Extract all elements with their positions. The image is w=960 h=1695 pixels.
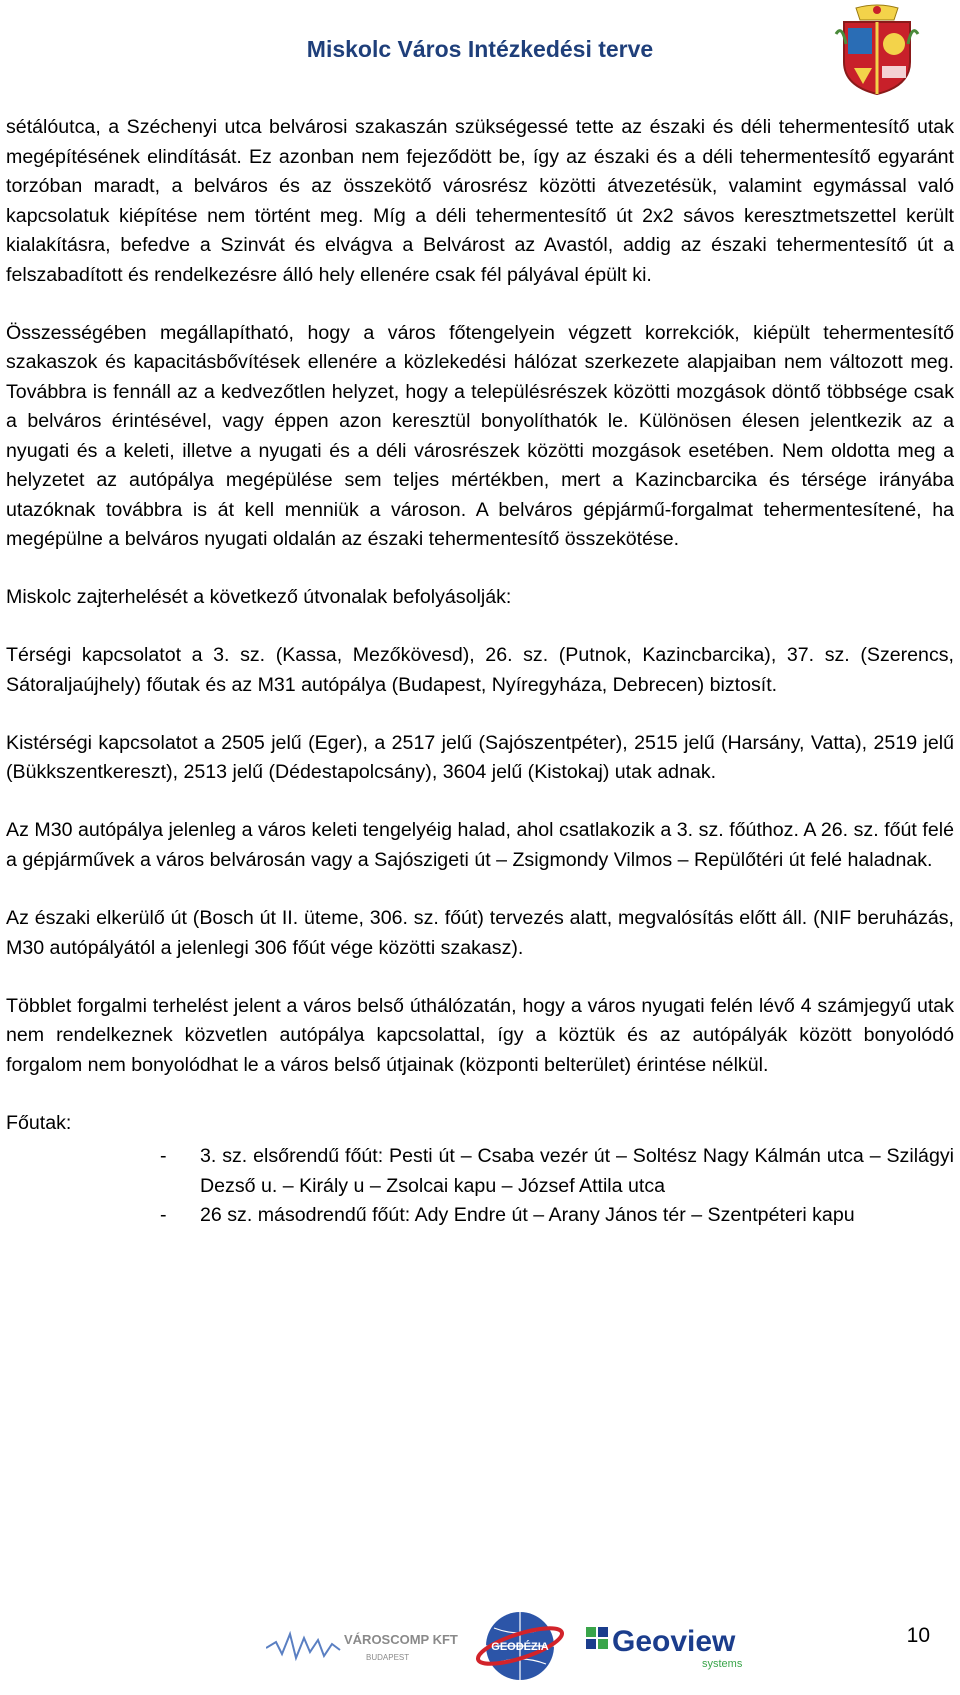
list-item xyxy=(6,1142,954,1201)
list-bullet: - xyxy=(160,1204,167,1227)
logo-globe-text: GEODÉZIA xyxy=(491,1641,549,1653)
geodezia-globe-logo xyxy=(472,1606,568,1686)
paragraph: Összességében megállapítható, hogy a város főtengelyein végzett korrekciók, kiépült tehermentesítő szakaszok és kapacitásbővítések ellenére a közlekedési hálózat szerkezete alapjaiban nem változott meg. Továbbra is fennáll az a kedvezőtlen helyzet, hogy a településrészek közötti mozgások döntő többsége csak a belváros érintésével, vagy éppen azon keresztül bonyolíthatók le. Különösen élesen jelentkezik az a nyugati és a keleti, illetve a nyugati és a déli városrészek közötti mozgások esetében. Nem oldotta meg a helyzetet az autópálya megépülése sem teljes mértékben, mert a Kazincbarcika és térsége irányába utazóknak továbbra is át kell menniük a városon. A belváros gépjármű-forgalmat tehermentesítené, ha megépülne a belváros nyugati oldalán az északi tehermentesítő összekötése. xyxy=(6,321,954,551)
coat-of-arms-icon xyxy=(834,4,920,96)
page-number: 10 xyxy=(906,1624,930,1647)
paragraph: Többlet forgalmi terhelést jelent a város belső úthálózatán, hogy a város nyugati felén lévő 4 számjegyű utak nem rendelkeznek közvetlen autópálya kapcsolattal, így a köztük és az autópályák között bonyolódó forgalom nem bonyolódhat le a város belső útjainak (központi belterület) érintése nélkül. xyxy=(6,994,954,1076)
paragraph: Miskolc zajterhelését a következő útvonalak befolyásolják: xyxy=(6,586,512,609)
list-item-text: 26 sz. másodrendű főút: Ady Endre út – Arany János tér – Szentpéteri kapu xyxy=(200,1204,855,1227)
geoview-logo xyxy=(584,1615,754,1675)
list-item xyxy=(6,1201,954,1231)
document-body xyxy=(6,113,954,1231)
logo-geoview-text: Geoview xyxy=(612,1625,736,1658)
list-item-text: 3. sz. elsőrendű főút: Pesti út – Csaba vezér út – Soltész Nagy Kálmán utca – Szilágyi Dezső u. – Király u – Zsolcai kapu – József Attila utca xyxy=(200,1145,954,1197)
paragraph: Kistérségi kapcsolatot a 2505 jelű (Eger), a 2517 jelű (Sajószentpéter), 2515 jelű (Harsány, Vatta), 2519 jelű (Bükkszentkereszt), 2513 jelű (Dédestapolcsány), 3604 jelű (Kistokaj) utak adnak. xyxy=(6,731,954,784)
paragraph: Térségi kapcsolatot a 3. sz. (Kassa, Mezőkövesd), 26. sz. (Putnok, Kazincbarcika), 37. sz. (Szerencs, Sátoraljaújhely) főutak és az M31 autópálya (Budapest, Nyíregyháza, Debrecen) biztosít. xyxy=(6,644,954,696)
list-bullet: - xyxy=(160,1145,167,1168)
logo-city-sub: BUDAPEST xyxy=(366,1653,410,1662)
paragraph: sétálóutca, a Széchenyi utca belvárosi szakaszán szükségessé tette az északi és déli tehermentesítő utak megépítésének elindítását. Ez azonban nem fejeződött be, így az északi és a déli tehermentesítő egyaránt torzóban maradt, a belváros és az összekötő városrész közötti átvezetésük, valamint egymással való kapcsolatuk kiépítése nem történt meg. Míg a déli tehermentesítő út 2x2 sávos keresztmetszettel került kialakításra, befedve a Szinvát és elvágva a Belvárost az Avastól, addig az északi tehermentesítő út a felszabadított és rendelkezésre álló hely ellenére csak fél pályával épült ki. xyxy=(6,116,954,286)
main-roads-list xyxy=(6,1142,954,1231)
page-title: Miskolc Város Intézkedési terve xyxy=(306,36,654,62)
logo-city-text: VÁROSCOMP KFT xyxy=(344,1632,458,1647)
list-heading: Főutak: xyxy=(6,1111,72,1134)
paragraph: Az északi elkerülő út (Bosch út II. üteme, 306. sz. főút) tervezés alatt, megvalósítás előtt áll. (NIF beruházás, M30 autópályától a jelenlegi 306 főút vége közötti szakasz). xyxy=(6,907,954,959)
varoscomp-logo xyxy=(266,1620,462,1670)
paragraph: Az M30 autópálya jelenleg a város keleti tengelyéig halad, ahol csatlakozik a 3. sz. főúthoz. A 26. sz. főút felé a gépjárművek a város belvárosán vagy a Sajószigeti út – Zsigmondy Vilmos – Repülőtéri út felé haladnak. xyxy=(6,819,954,871)
logo-geoview-sub: systems xyxy=(702,1658,743,1670)
